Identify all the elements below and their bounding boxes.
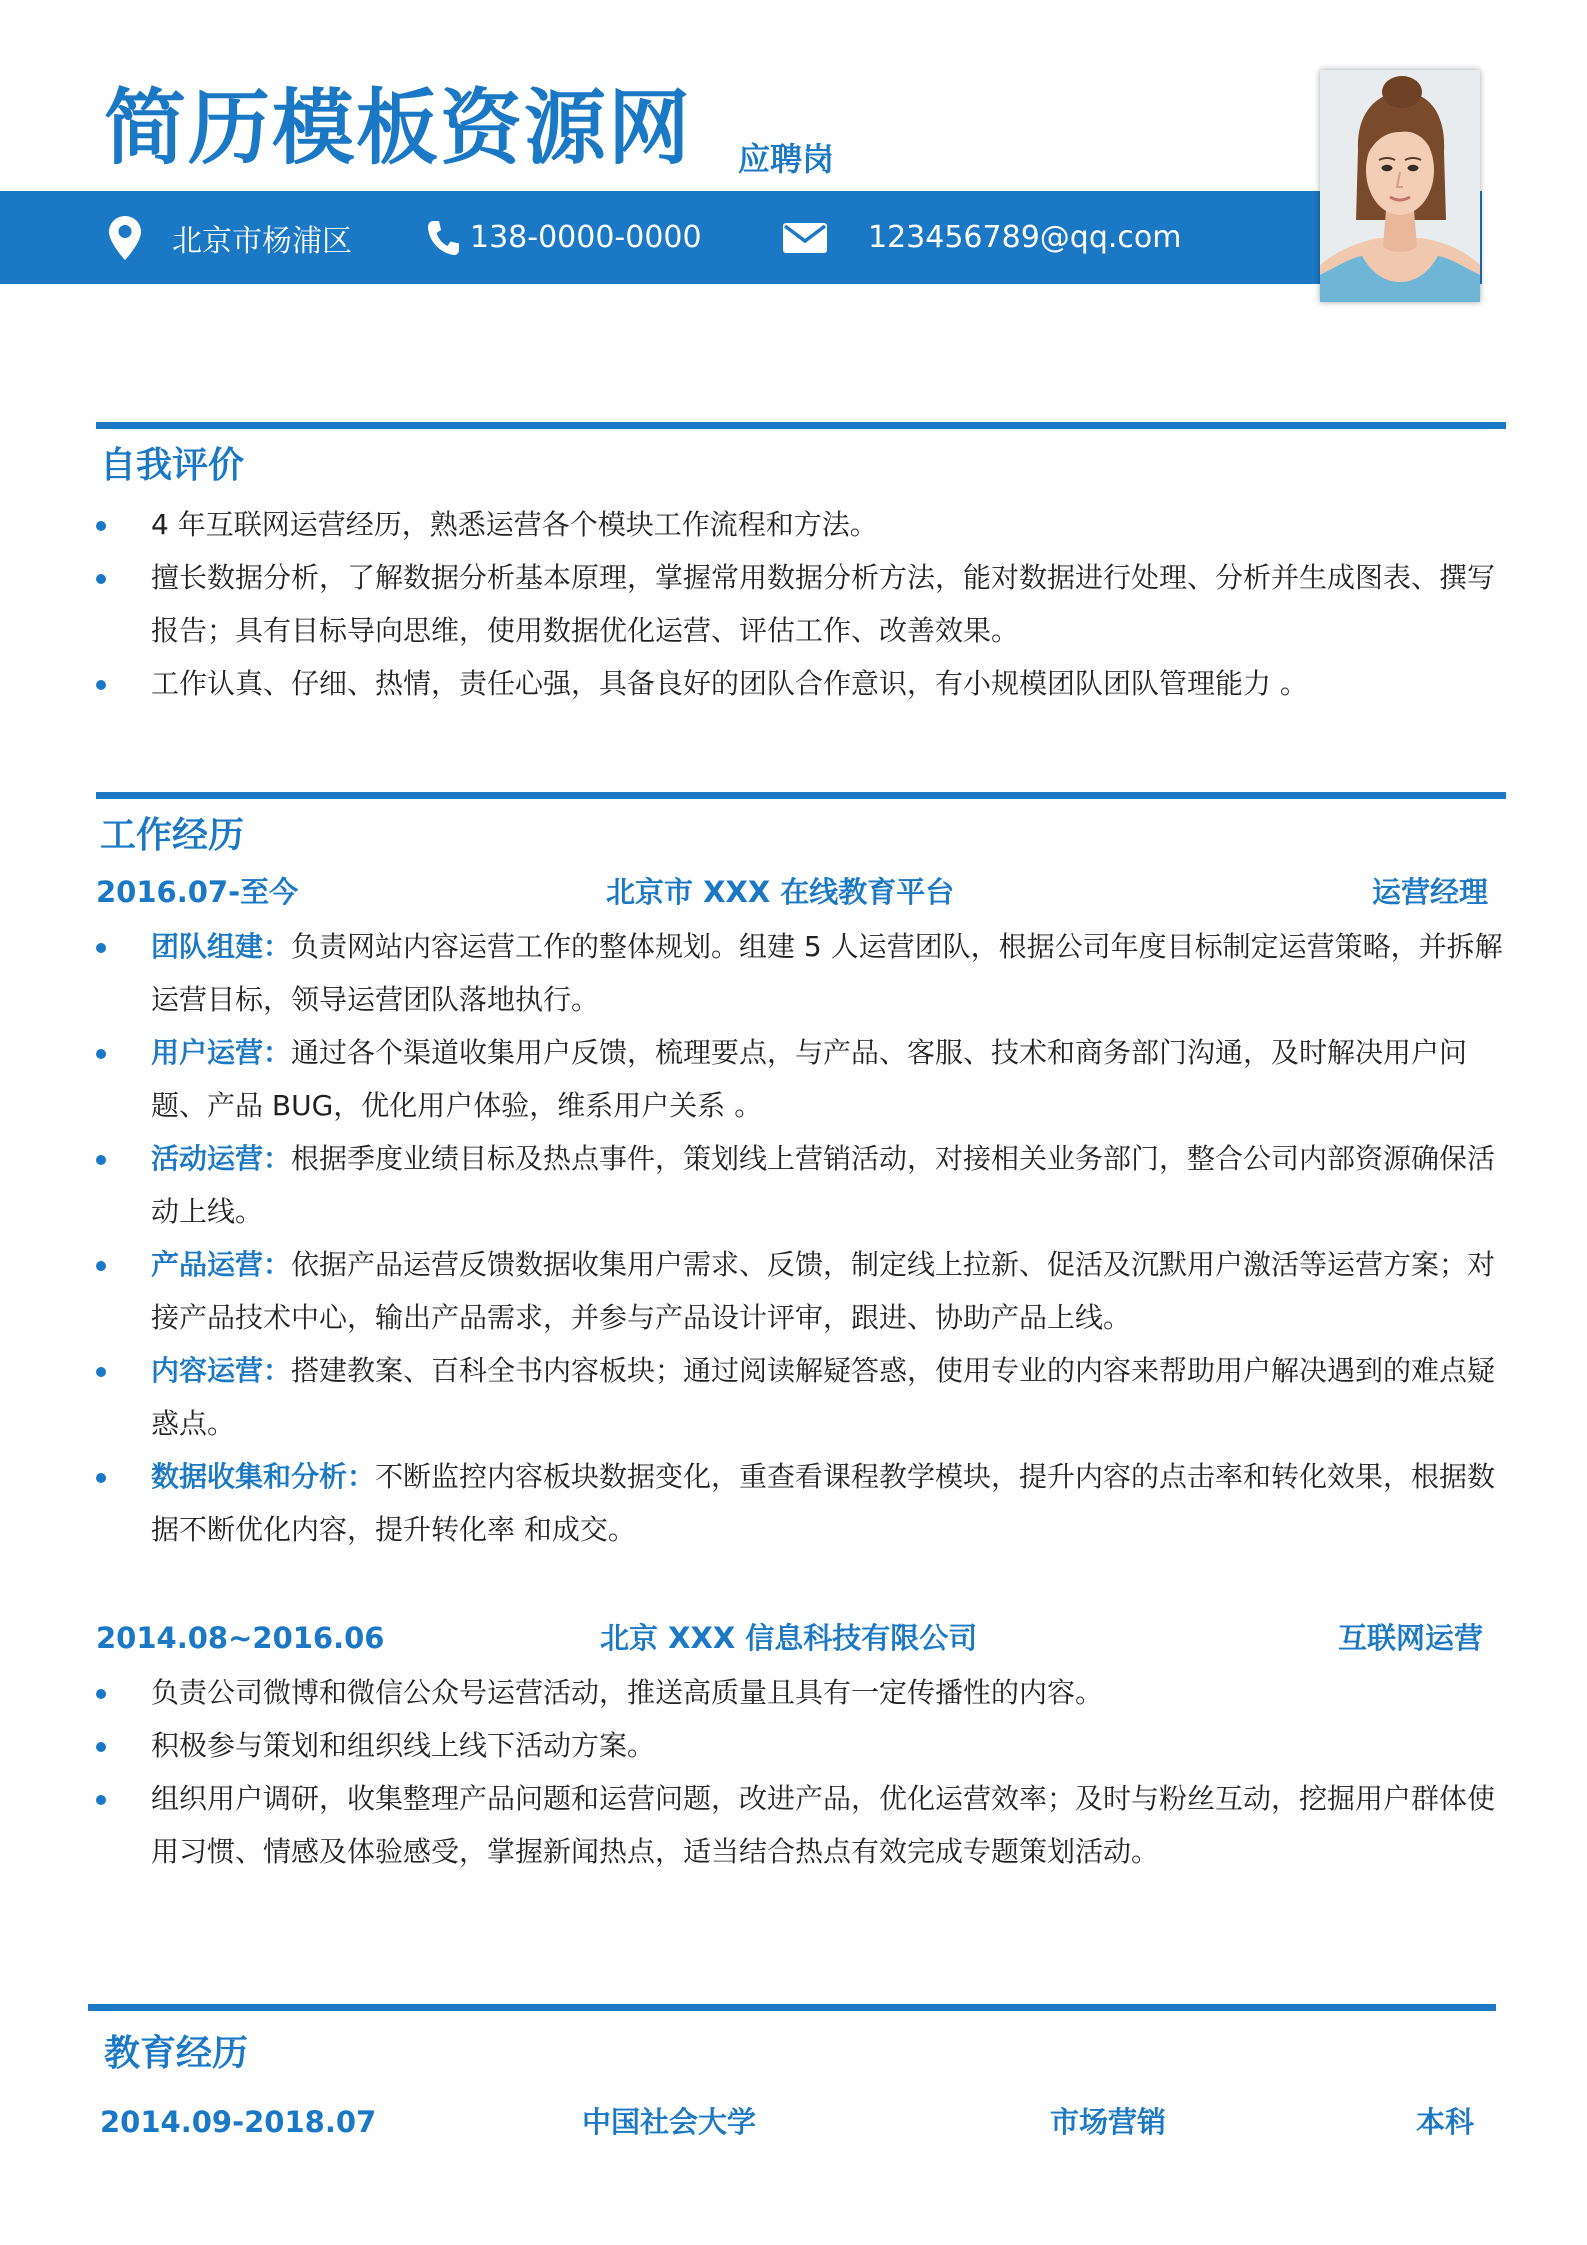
contact-email xyxy=(782,191,1181,284)
list-item: 内容运营：搭建教案、百科全书内容板块；通过阅读解疑答惑，使用专业的内容来帮助用户解决遇到的难点疑惑点。 xyxy=(96,1344,1506,1450)
self-eval-list xyxy=(96,498,1506,710)
bullet-dot-icon xyxy=(96,1473,106,1483)
location-pin-icon xyxy=(108,215,142,261)
job-company: 北京 XXX 信息科技有限公司 xyxy=(600,1621,978,1655)
list-item: 用户运营：通过各个渠道收集用户反馈，梳理要点，与产品、客服、技术和商务部门沟通，及时解决用户问题、产品 BUG，优化用户体验，维系用户关系 。 xyxy=(96,1026,1506,1132)
bullet-dot-icon xyxy=(96,574,106,584)
portrait-illustration xyxy=(1320,70,1480,302)
bullet-dot-icon xyxy=(96,521,106,531)
education-degree: 本科 xyxy=(1416,2105,1475,2139)
bullet-dot-icon xyxy=(96,1155,106,1165)
job-company: 北京市 XXX 在线教育平台 xyxy=(606,875,955,909)
bullet-dot-icon xyxy=(96,1795,106,1805)
list-item: 产品运营：依据产品运营反馈数据收集用户需求、反馈，制定线上拉新、促活及沉默用户激活等运营方案；对接产品技术中心，输出产品需求，并参与产品设计评审，跟进、协助产品上线。 xyxy=(96,1238,1506,1344)
job-date: 2016.07-至今 xyxy=(96,875,299,909)
section-divider-work xyxy=(96,792,1506,799)
list-item: 团队组建：负责网站内容运营工作的整体规划。组建 5 人运营团队，根据公司年度目标制定运营策略，并拆解运营目标，领导运营团队落地执行。 xyxy=(96,920,1506,1026)
education-school: 中国社会大学 xyxy=(582,2105,757,2139)
bullet-dot-icon xyxy=(96,1367,106,1377)
list-item: 活动运营：根据季度业绩目标及热点事件，策划线上营销活动，对接相关业务部门，整合公司内部资源确保活动上线。 xyxy=(96,1132,1506,1238)
bullet-dot-icon xyxy=(96,680,106,690)
bullet-dot-icon xyxy=(96,1689,106,1699)
section-title-self-eval: 自我评价 xyxy=(100,445,245,486)
contact-phone xyxy=(426,191,702,284)
mail-icon xyxy=(782,222,828,254)
resume-name: 简历模板资源网 xyxy=(104,81,693,176)
education-major: 市场营销 xyxy=(1050,2105,1167,2139)
location-text: 北京市杨浦区 xyxy=(172,223,352,259)
list-item: 数据收集和分析：不断监控内容板块数据变化，重查看课程教学模块，提升内容的点击率和转化效果，根据数据不断优化内容，提升转化率 和成交。 xyxy=(96,1450,1506,1556)
bullet-dot-icon xyxy=(96,943,106,953)
contact-location xyxy=(108,191,352,284)
section-divider-education xyxy=(88,2004,1496,2011)
job-duties-list xyxy=(96,1666,1506,1878)
phone-text: 138-0000-0000 xyxy=(470,220,702,255)
job-duties-list xyxy=(96,920,1506,1556)
list-item: 擅长数据分析，了解数据分析基本原理，掌握常用数据分析方法，能对数据进行处理、分析并生成图表、撰写报告；具有目标导向思维，使用数据优化运营、评估工作、改善效果。 xyxy=(96,551,1506,657)
job-title: 应聘岗 xyxy=(738,140,835,178)
section-divider-self-eval xyxy=(96,422,1506,429)
list-item: 组织用户调研，收集整理产品问题和运营问题，改进产品，优化运营效率；及时与粉丝互动，挖掘用户群体使用习惯、情感及体验感受，掌握新闻热点，适当结合热点有效完成专题策划活动。 xyxy=(96,1772,1506,1878)
contact-bar xyxy=(0,191,1482,284)
list-item: 积极参与策划和组织线上线下活动方案。 xyxy=(96,1719,1506,1772)
section-title-education: 教育经历 xyxy=(104,2033,249,2074)
job-position: 运营经理 xyxy=(1372,875,1489,909)
list-item: 4 年互联网运营经历，熟悉运营各个模块工作流程和方法。 xyxy=(96,498,1506,551)
job-date: 2014.08~2016.06 xyxy=(96,1621,385,1655)
phone-icon xyxy=(426,219,460,257)
bullet-dot-icon xyxy=(96,1261,106,1271)
education-date: 2014.09-2018.07 xyxy=(100,2105,377,2139)
bullet-dot-icon xyxy=(96,1742,106,1752)
profile-photo xyxy=(1320,70,1480,302)
list-item: 工作认真、仔细、热情，责任心强，具备良好的团队合作意识，有小规模团队团队管理能力 。 xyxy=(96,657,1506,710)
bullet-dot-icon xyxy=(96,1049,106,1059)
job-position: 互联网运营 xyxy=(1338,1621,1484,1655)
section-title-work: 工作经历 xyxy=(100,815,245,856)
email-text: 123456789@qq.com xyxy=(868,220,1182,255)
list-item: 负责公司微博和微信公众号运营活动，推送高质量且具有一定传播性的内容。 xyxy=(96,1666,1506,1719)
